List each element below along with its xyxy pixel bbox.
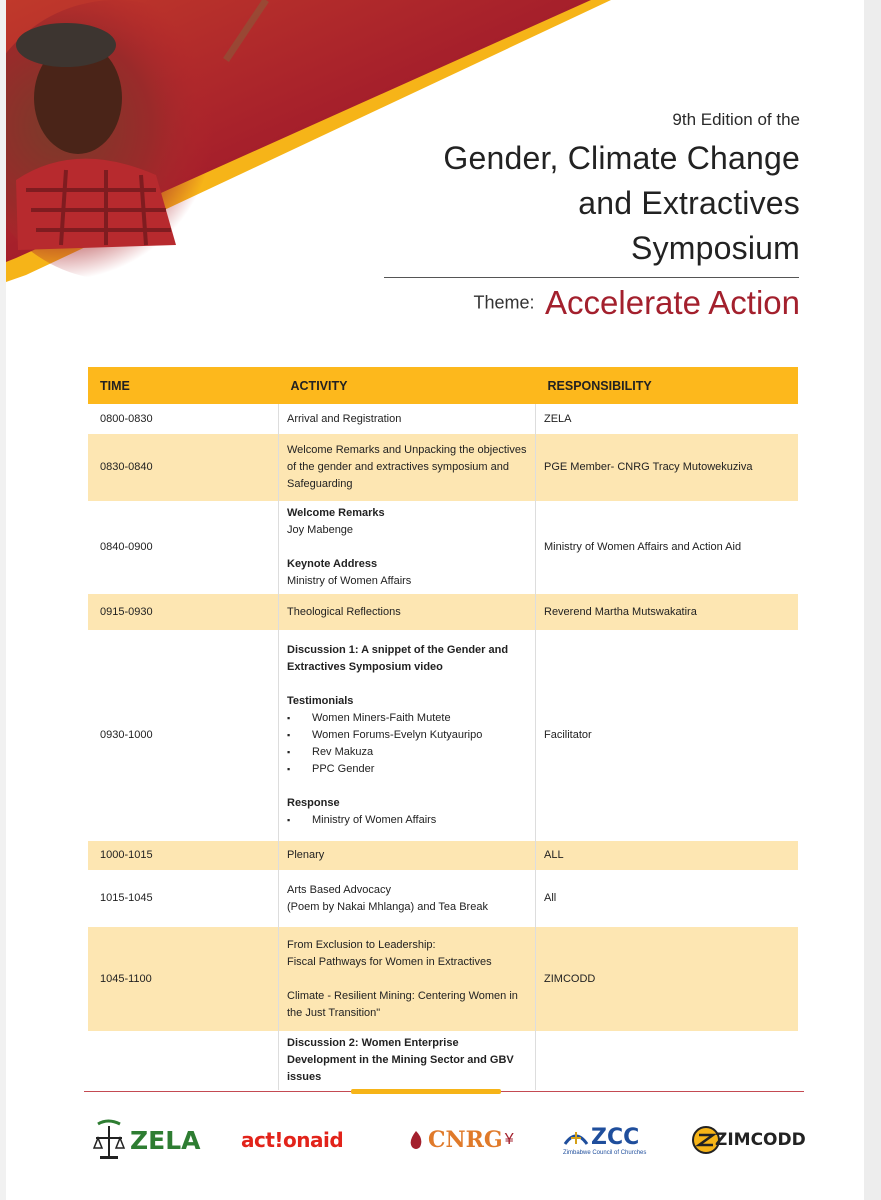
agenda-table [88,367,798,1090]
list-item: ▪ Rev Makuza [287,744,527,761]
row-time: 0840-0900 [88,501,279,594]
activity-text: From Exclusion to Leadership: [287,938,436,951]
footer-accent-bar [351,1089,501,1094]
row-activity [279,870,536,927]
row-activity: Welcome Remarks and Unpacking the objectives of the gender and extractives symposium and Safeguarding [279,434,536,501]
row-time: 1000-1015 [88,841,279,870]
row-time: 1015-1045 [88,870,279,927]
zcc-emblem-icon [563,1126,589,1148]
page-margin [864,0,881,1200]
table-row [88,1031,798,1090]
activity-text: Climate - Resilient Mining: Centering Women in the Just Transition" [287,989,518,1019]
table-row [88,630,798,841]
activity-text: (Poem by Nakai Mhlanga) and Tea Break [287,900,488,913]
row-time [88,1031,279,1090]
activity-heading: Keynote Address [287,558,378,570]
row-responsibility: ZELA [544,412,572,425]
row-responsibility: All [544,892,557,904]
activity-heading: Discussion 1: A snippet of the Gender and Extractives Symposium video [287,644,509,673]
table-row [88,927,798,1031]
activity-text: Fiscal Pathways for Women in Extractives [287,955,492,968]
activity-text: Ministry of Women Affairs [287,575,412,587]
list-item: ▪ PPC Gender [287,761,527,778]
row-activity: Discussion 2: Women Enterprise Development in the Mining Sector and GBV issues [279,1031,536,1090]
row-responsibility: ALL [536,841,799,870]
zimcodd-text: ZIMCODD [715,1130,806,1150]
table-header-row [88,367,798,404]
zcc-subtitle: Zimbabwe Council of Churches [563,1149,647,1156]
scales-icon [92,1116,126,1164]
actionaid-text: act!onaid [241,1128,344,1152]
row-responsibility: PGE Member- CNRG Tracy Mutowekuziva [536,434,799,501]
row-activity: Theological Reflections [279,594,536,630]
cnrg-text: CNRG [428,1127,503,1153]
testimonials-list [287,710,527,778]
row-activity [279,501,536,594]
row-time: 0930-1000 [88,630,279,841]
table-row [88,841,798,870]
table-row [88,434,798,501]
zela-logo [92,1110,200,1170]
response-list [287,812,527,829]
row-time: 1045-1100 [88,927,279,1031]
flame-icon [406,1129,426,1151]
title-line-3: Symposium [631,230,800,266]
zcc-text: ZCC [591,1124,640,1150]
partner-logos [6,1110,864,1180]
zimcodd-logo [691,1110,806,1170]
cnrg-logo [406,1110,514,1170]
zela-text: ZELA [130,1125,201,1155]
row-time: 0830-0840 [88,434,279,501]
row-time: 0800-0830 [88,404,279,434]
table-row [88,870,798,927]
title-line-1: Gender, Climate Change [443,140,800,176]
agenda-page [6,0,864,1200]
list-item: ▪ Ministry of Women Affairs [287,812,527,829]
activity-text: Joy Mabenge [287,524,354,536]
row-responsibility: ZIMCODD [536,927,799,1031]
table-row [88,501,798,594]
list-item: ▪ Women Miners-Faith Mutete [287,710,527,727]
theme-value: Accelerate Action [545,284,800,321]
table-row [88,404,798,434]
row-responsibility: Ministry of Women Affairs and Action Aid [544,541,742,553]
title-line-2: and Extractives [578,185,800,221]
theme-label: Theme: [473,292,535,313]
edition-text: 9th Edition of the [672,110,800,129]
symposium-header [443,110,800,271]
zcc-logo [563,1110,646,1170]
row-activity [279,927,536,1031]
row-responsibility: Facilitator [544,729,592,741]
row-activity: Arrival and Registration [279,404,536,434]
activity-text: Arts Based Advocacy [287,883,391,896]
list-item: ▪ Women Forums-Evelyn Kutyauripo [287,727,527,744]
cnrg-mark-icon: ¥ [504,1131,514,1148]
header-activity: ACTIVITY [279,367,536,404]
header-divider [384,277,799,278]
actionaid-logo [241,1110,343,1170]
row-responsibility: Reverend Martha Mutswakatira [536,594,799,630]
activity-heading: Testimonials [287,695,354,707]
header-time: TIME [88,367,279,404]
row-activity: Plenary [279,841,536,870]
table-row [88,594,798,630]
header-responsibility: RESPONSIBILITY [536,367,799,404]
activity-heading: Welcome Remarks [287,507,385,519]
row-time: 0915-0930 [88,594,279,630]
row-activity [279,630,536,841]
row-responsibility [536,1031,799,1090]
activity-heading: Response [287,797,340,809]
theme [474,284,800,322]
